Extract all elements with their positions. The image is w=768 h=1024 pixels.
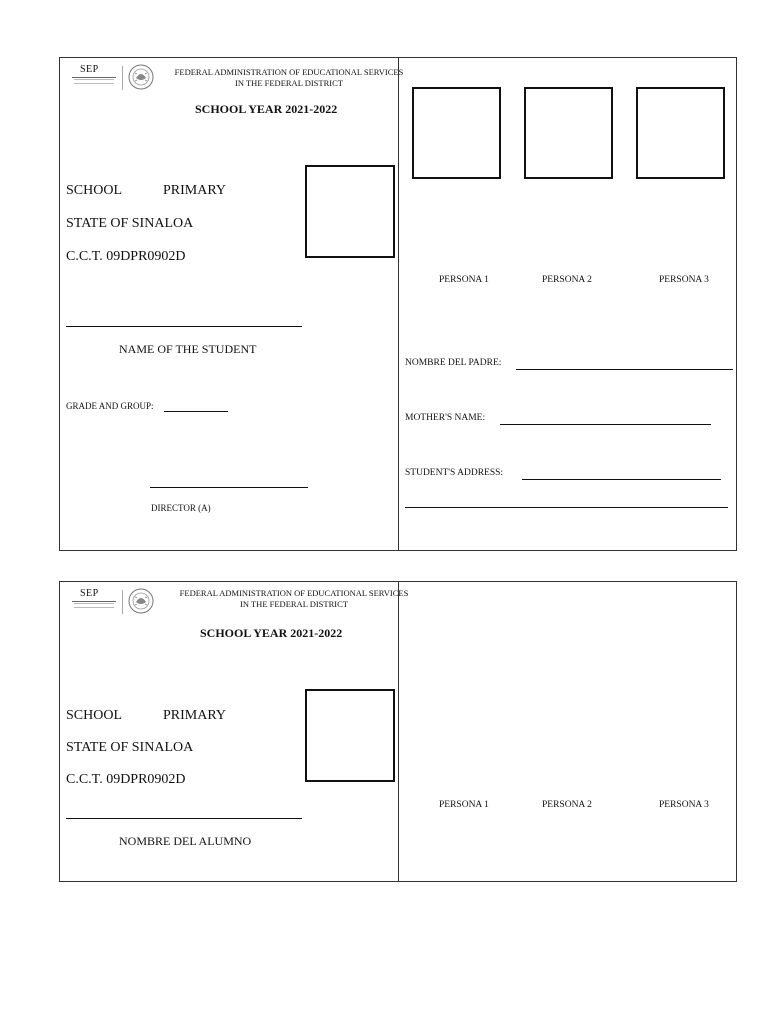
card-divider [398, 582, 399, 881]
person-1-label: PERSONA 1 [439, 800, 489, 810]
sep-logo-text: SEP [80, 588, 99, 599]
grade-group-label: GRADE AND GROUP: [66, 401, 154, 411]
national-seal-icon [128, 588, 154, 614]
address-label: STUDENT'S ADDRESS: [405, 468, 504, 478]
person-3-photo-box [636, 87, 725, 179]
header-title: FEDERAL ADMINISTRATION OF EDUCATIONAL SERVICES IN THE FEDERAL DISTRICT [179, 588, 409, 609]
state-name: STATE OF SINALOA [66, 216, 194, 231]
person-3-label: PERSONA 3 [659, 800, 709, 810]
school-level: PRIMARY [163, 183, 227, 198]
id-card-1 [59, 57, 737, 551]
card-divider [398, 58, 399, 550]
school-label: SCHOOL [66, 183, 123, 198]
mother-name-line [500, 424, 711, 425]
student-name-label: NAME OF THE STUDENT [119, 342, 257, 356]
person-2-photo-box [524, 87, 613, 179]
school-level: PRIMARY [163, 708, 227, 723]
person-2-label: PERSONA 2 [542, 275, 592, 285]
school-label: SCHOOL [66, 708, 123, 723]
student-photo-box [305, 689, 395, 782]
address-line-1 [522, 479, 721, 480]
student-photo-box [305, 165, 395, 258]
header-title: FEDERAL ADMINISTRATION OF EDUCATIONAL SERVICES IN THE FEDERAL DISTRICT [174, 67, 404, 88]
director-label: DIRECTOR (A) [151, 503, 211, 513]
grade-group-line [164, 411, 228, 412]
student-name-line [66, 818, 302, 819]
mother-name-label: MOTHER'S NAME: [405, 413, 486, 423]
father-name-label: NOMBRE DEL PADRE: [405, 358, 502, 368]
id-card-2 [59, 581, 737, 882]
director-signature-line [150, 487, 308, 488]
address-line-2 [405, 507, 728, 508]
sep-logo [66, 588, 154, 616]
person-3-label: PERSONA 3 [659, 275, 709, 285]
school-year: SCHOOL YEAR 2021-2022 [200, 626, 343, 640]
student-name-line [66, 326, 302, 327]
student-name-label: NOMBRE DEL ALUMNO [119, 834, 252, 848]
state-name: STATE OF SINALOA [66, 740, 194, 755]
sep-logo-text: SEP [80, 64, 99, 75]
cct-code: C.C.T. 09DPR0902D [66, 249, 186, 264]
national-seal-icon [128, 64, 154, 90]
father-name-line [516, 369, 733, 370]
sep-logo [66, 64, 154, 92]
person-1-photo-box [412, 87, 501, 179]
cct-code: C.C.T. 09DPR0902D [66, 772, 186, 787]
person-1-label: PERSONA 1 [439, 275, 489, 285]
person-2-label: PERSONA 2 [542, 800, 592, 810]
school-year: SCHOOL YEAR 2021-2022 [195, 102, 338, 116]
